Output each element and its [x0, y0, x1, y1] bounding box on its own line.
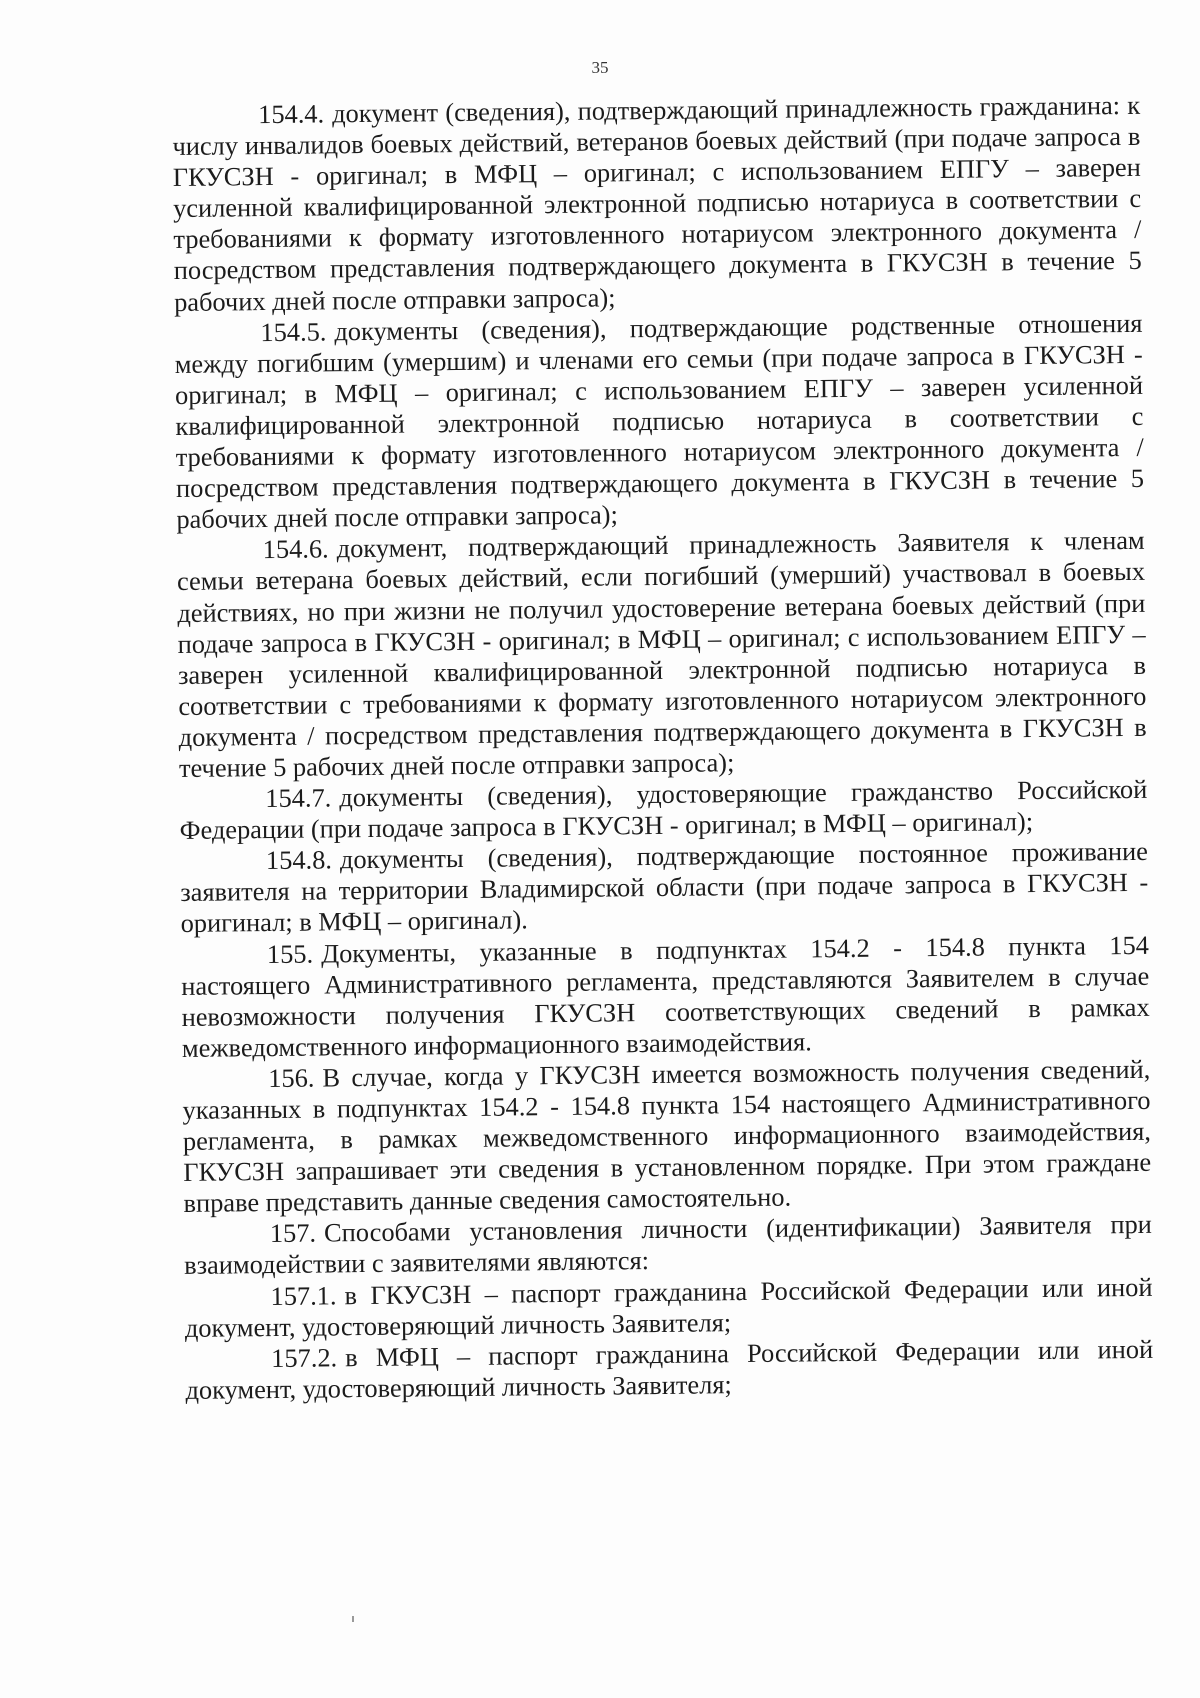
paragraph-number: 154.5. [260, 316, 327, 347]
paragraph-number: 157. [269, 1217, 317, 1249]
paragraph-number: 155. [266, 938, 314, 969]
paragraph-text: Документы, указанные в подпунктах 154.2 - 154.8 пункта 154 настоящего Административного регламента, представляются Заявителем в случае невозможности получения ГКУСЗН соответствующих сведений в рамках межведомственного информационного взаимодействия. [181, 929, 1150, 1063]
paragraph-157-2 [185, 1334, 1154, 1406]
paragraph-text: документ (сведения), подтверждающий принадлежность гражданина: к числу инвалидов боевых действий, ветеранов боевых действий (при подаче запроса в ГКУСЗН - оригинал; в МФЦ – оригинал; с использованием ЕПГУ – заверен усиленной квалифицированной электронной подписью нотариуса в соответствии с требованиями к формату изготовленного нотариусом электронного документа / посредством представления подтверждающего документа в ГКУСЗН в течение 5 рабочих дней после отправки запроса); [172, 89, 1142, 317]
paragraph-154-8 [180, 836, 1149, 939]
paragraph-number: 154.7. [265, 782, 332, 814]
paragraph-number: 157.1. [270, 1279, 337, 1311]
paragraph-154-5 [174, 308, 1144, 536]
paragraph-number: 154.4. [257, 98, 325, 130]
scan-speck [352, 1616, 354, 1622]
paragraph-number: 154.6. [262, 533, 329, 565]
paragraph-text: В случае, когда у ГКУСЗН имеется возможность получения сведений, указанных в подпунктах 154.2 - 154.8 пункта 154 настоящего Административного регламента, в рамках межведомственного информационного взаимодействия, ГКУСЗН запрашивает эти сведения в установленном порядке. При этом граждане вправе представить данные сведения самостоятельно. [182, 1053, 1152, 1219]
paragraph-157 [184, 1209, 1153, 1281]
paragraph-number: 157.2. [271, 1342, 338, 1373]
paragraph-154-6 [177, 525, 1148, 784]
paragraph-text: документы (сведения), удостоверяющие гражданство Российской Федерации (при подаче запроса в ГКУСЗН - оригинал; в МФЦ – оригинал); [179, 773, 1148, 846]
paragraph-155 [181, 929, 1150, 1064]
paragraph-text: документы (сведения), подтверждающие постоянное проживание заявителя на территории Владимирской области (при подаче запроса в ГКУСЗН - оригинал; в МФЦ – оригинал). [180, 836, 1149, 939]
paragraph-text: в МФЦ – паспорт гражданина Российской Федерации или иной документ, удостоверяющий личность Заявителя; [185, 1333, 1154, 1405]
paragraph-154-7 [179, 774, 1148, 846]
paragraph-157-1 [184, 1271, 1153, 1343]
paragraph-text: в ГКУСЗН – паспорт гражданина Российской Федерации или иной документ, удостоверяющий личность Заявителя; [184, 1271, 1153, 1343]
document-body [172, 90, 1154, 1406]
paragraph-number: 154.8. [265, 844, 333, 876]
paragraph-text: Способами установления личности (идентификации) Заявителя при взаимодействии с заявителями являются: [184, 1209, 1152, 1281]
paragraph-text: документы (сведения), подтверждающие родственные отношения между погибшим (умершим) и членами его семьи (при подаче запроса в ГКУСЗН - оригинал; в МФЦ – оригинал; с использованием ЕПГУ – заверен усиленной квалифицированной электронной подписью нотариуса в соответствии с требованиями к формату изготовленного нотариусом электронного документа / посредством представления подтверждающего документа в ГКУСЗН в течение 5 рабочих дней после отправки запроса); [174, 307, 1145, 535]
paragraph-number: 156. [268, 1062, 315, 1093]
paragraph-text: документ, подтверждающий принадлежность Заявителя к членам семьи ветерана боевых действий, если погибший (умерший) участвовал в боевых действиях, но при жизни не получил удостоверение ветерана боевых действий (при подаче запроса в ГКУСЗН - оригинал; в МФЦ – оригинал; с использованием ЕПГУ – заверен усиленной квалифицированной электронной подписью нотариуса в соответствии с требованиями к формату изготовленного нотариусом электронного документа / посредством представления подтверждающего документа в ГКУСЗН в течение 5 рабочих дней после отправки запроса); [176, 525, 1147, 783]
paragraph-154-4 [172, 90, 1142, 318]
paragraph-156 [182, 1054, 1152, 1220]
page-number: 35 [591, 58, 609, 77]
